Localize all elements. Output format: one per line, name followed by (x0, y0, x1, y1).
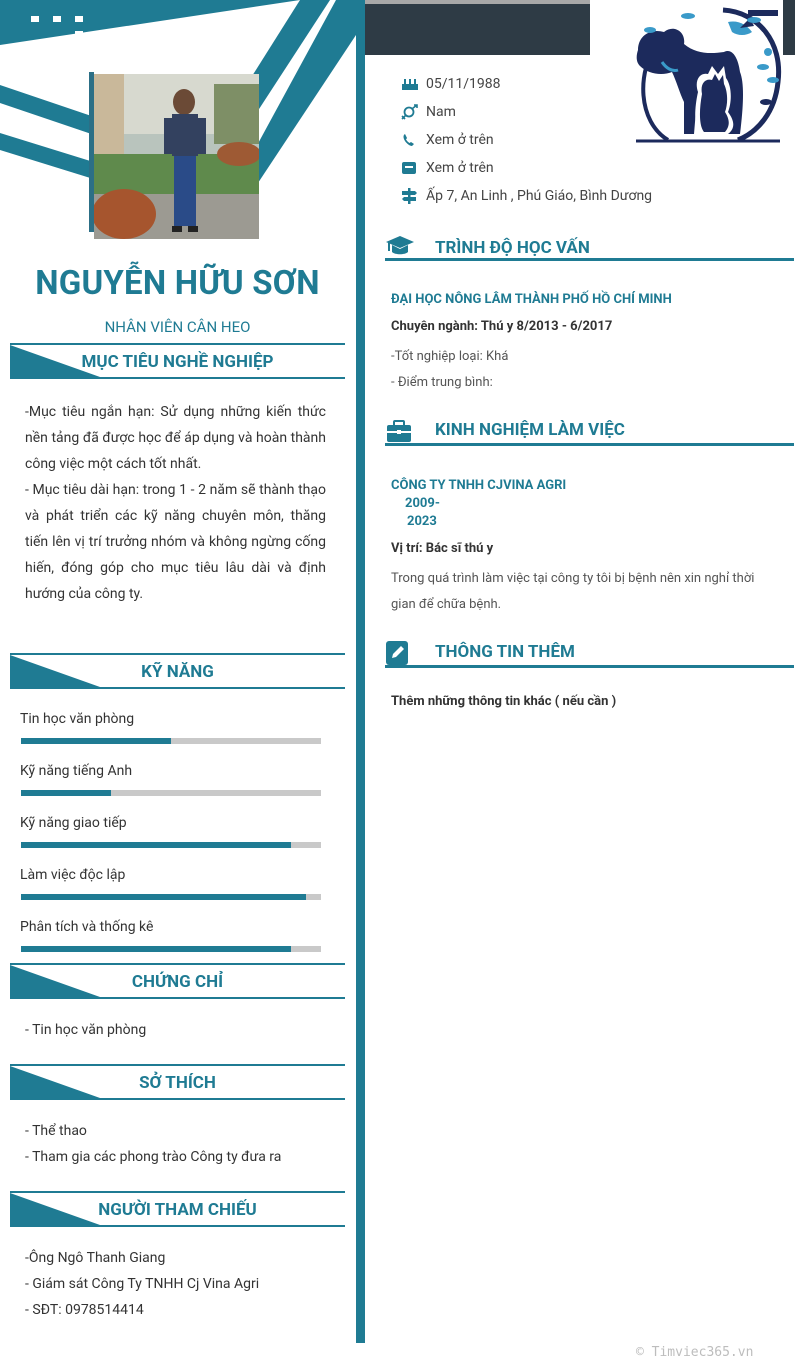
hobby-item: - Tham gia các phong trào Công ty đưa ra (25, 1149, 282, 1165)
skills-heading (10, 653, 345, 689)
skill-item (20, 815, 321, 867)
skill-bar (21, 842, 321, 848)
reference-item: - SĐT: 0978514414 (25, 1302, 144, 1318)
info-phone (400, 129, 494, 151)
profile-photo (94, 74, 259, 239)
education-school: ĐẠI HỌC NÔNG LÂM THÀNH PHỐ HỒ CHÍ MINH (391, 292, 672, 307)
education-heading (385, 231, 794, 261)
birthday-cake-icon (400, 76, 420, 92)
experience-heading (385, 416, 794, 446)
candidate-name: NGUYỄN HỮU SƠN (35, 264, 320, 303)
hobbies-heading-text: SỞ THÍCH (139, 1073, 216, 1093)
skill-bar-fill (21, 790, 111, 796)
skill-bar (21, 894, 321, 900)
references-heading-text: NGƯỜI THAM CHIẾU (98, 1200, 257, 1220)
job-title: NHÂN VIÊN CÂN HEO (104, 318, 251, 336)
footer-watermark: © Timviec365.vn (636, 1345, 754, 1360)
info-gender-value: Nam (426, 104, 456, 120)
skill-bar-fill (21, 842, 291, 848)
signpost-icon (400, 188, 420, 204)
reference-item: - Giám sát Công Ty TNHH Cj Vina Agri (25, 1276, 260, 1292)
column-divider (356, 0, 365, 1343)
skill-name: Làm việc độc lập (20, 867, 126, 883)
skill-bar (21, 790, 321, 796)
education-major: Chuyên ngành: Thú y 8/2013 - 6/2017 (391, 319, 613, 334)
experience-period-start: 2009- (405, 496, 440, 511)
info-email-value: Xem ở trên (426, 160, 494, 176)
additional-heading (385, 638, 794, 668)
skill-bar-fill (21, 946, 291, 952)
skill-bar-fill (21, 738, 171, 744)
objective-text (25, 399, 326, 607)
email-icon (400, 160, 420, 176)
edit-icon (385, 640, 415, 666)
skill-bar (21, 738, 321, 744)
experience-position: Vị trí: Bác sĩ thú y (391, 541, 494, 556)
reference-item: -Ông Ngô Thanh Giang (25, 1250, 166, 1266)
certificates-heading (10, 963, 345, 999)
info-birthday-value: 05/11/1988 (426, 76, 501, 92)
skill-name: Tin học văn phòng (20, 711, 135, 727)
info-address-value: Ấp 7, An Linh , Phú Giáo, Bình Dương (426, 188, 653, 204)
gender-icon (400, 104, 420, 120)
objective-long-term: - Mục tiêu dài hạn: trong 1 - 2 năm sẽ thành thạo và phát triển các kỹ năng chuyên môn, thăng tiến lên vị trí trưởng nhóm và không ngừng cống hiến, đóng góp cho mục tiêu lâu dài và định hướng của công ty. (25, 482, 326, 602)
info-email (400, 157, 494, 179)
skill-bar-fill (21, 894, 306, 900)
info-address (400, 185, 652, 207)
top-bar-dark (365, 4, 590, 55)
experience-company: CÔNG TY TNHH CJVINA AGRI (391, 478, 567, 493)
pet-logo-icon (628, 2, 788, 144)
experience-description: Trong quá trình làm việc tại công ty tôi bị bệnh nên xin nghỉ thời gian để chữa bệnh. (391, 571, 755, 612)
info-gender (400, 101, 456, 123)
skill-bar (21, 946, 321, 952)
education-detail: - Điểm trung bình: (391, 375, 493, 390)
certificate-item: - Tin học văn phòng (25, 1022, 147, 1038)
education-heading-text: TRÌNH ĐỘ HỌC VẤN (435, 238, 590, 258)
graduation-cap-icon (385, 233, 415, 259)
skill-item (20, 867, 321, 919)
objective-short-term: -Mục tiêu ngắn hạn: Sử dụng những kiến thức nền tảng đã được học để áp dụng và hoàn thành công việc một cách tốt nhất. (25, 404, 326, 472)
hobbies-heading (10, 1064, 345, 1100)
references-heading (10, 1191, 345, 1227)
phone-icon (400, 132, 420, 148)
skill-item (20, 711, 321, 763)
experience-heading-text: KINH NGHIỆM LÀM VIỆC (435, 420, 625, 440)
additional-text: Thêm những thông tin khác ( nếu cần ) (391, 694, 617, 709)
briefcase-icon (385, 418, 415, 444)
skills-heading-text: KỸ NĂNG (141, 662, 214, 682)
education-detail: -Tốt nghiệp loại: Khá (391, 349, 509, 364)
info-birthday (400, 73, 501, 95)
skill-name: Kỹ năng tiếng Anh (20, 763, 133, 779)
info-phone-value: Xem ở trên (426, 132, 494, 148)
objective-heading-text: MỤC TIÊU NGHỀ NGHIỆP (81, 352, 274, 372)
hobby-item: - Thể thao (25, 1123, 87, 1139)
objective-heading (10, 343, 345, 379)
skill-name: Kỹ năng giao tiếp (20, 815, 127, 831)
experience-period-end: 2023 (407, 514, 437, 529)
additional-heading-text: THÔNG TIN THÊM (435, 642, 575, 662)
skill-item (20, 763, 321, 815)
skill-name: Phân tích và thống kê (20, 919, 154, 935)
certificates-heading-text: CHỨNG CHỈ (131, 972, 224, 992)
